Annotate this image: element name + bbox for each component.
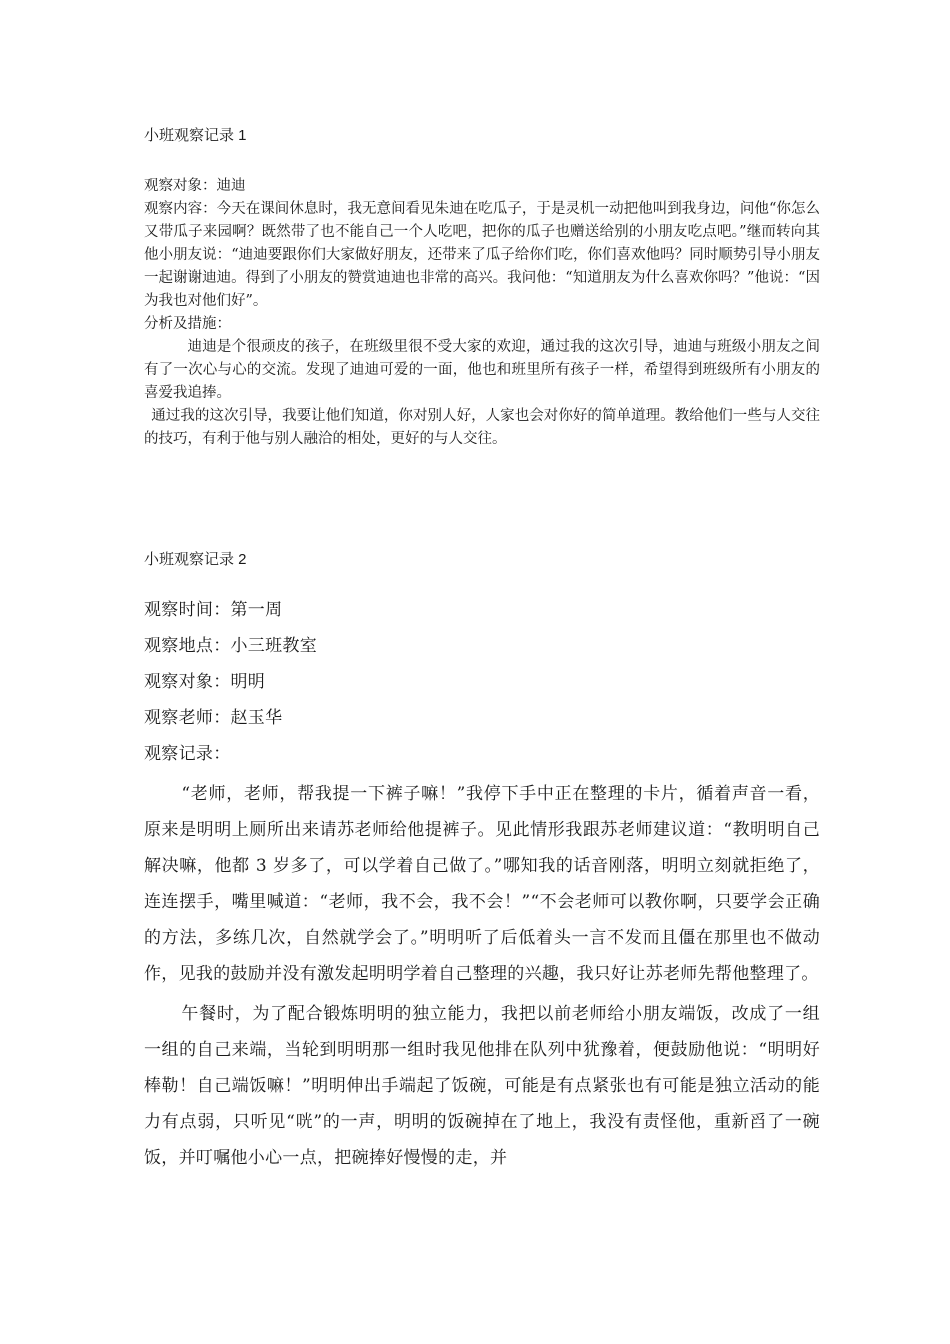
record-2-teacher: 观察老师：赵玉华 [144,708,283,728]
record-2-place: 观察地点：小三班教室 [144,636,317,656]
record-1-analysis-paragraph-1: 迪迪是个很顽皮的孩子，在班级里很不受大家的欢迎，通过我的这次引导，迪迪与班级小朋友之间有了一次心与心的交流。发现了迪迪可爱的一面，他也和班里所有孩子一样，希望得到班级所有小朋友的喜爱我追捧。 [144,339,820,401]
observation-record-1 [144,124,820,451]
record-2-subject: 观察对象：明明 [144,672,266,692]
record-1-title: 小班观察记录 1 [144,127,247,144]
record-2-time: 观察时间：第一周 [144,600,283,620]
record-2-record-label: 观察记录： [144,744,231,764]
record-2-paragraph-2: 午餐时，为了配合锻炼明明的独立能力，我把以前老师给小朋友端饭，改成了一组一组的自己来端，当轮到明明那一组时我见他排在队列中犹豫着，便鼓励他说：“明明好棒勒！自己端饭嘛！”明明伸出手端起了饭碗，可能是有点紧张也有可能是独立活动的能力有点弱，只听见“咣”的一声，明明的饭碗掉在了地上，我没有责怪他，重新舀了一碗饭，并叮嘱他小心一点，把碗捧好慢慢的走，并 [144,1004,820,1168]
record-1-analysis-paragraph-2: 通过我的这次引导，我要让他们知道，你对别人好，人家也会对你好的简单道理。教给他们一些与人交往的技巧，有利于他与别人融洽的相处，更好的与人交往。 [144,408,820,447]
record-1-analysis-label: 分析及措施： [144,316,231,332]
record-1-content: 观察内容：今天在课间休息时，我无意间看见朱迪在吃瓜子，于是灵机一动把他叫到我身边，问他“你怎么又带瓜子来园啊？既然带了也不能自己一个人吃吧，把你的瓜子也赠送给别的小朋友吃点吧。”继而转向其他小朋友说：“迪迪要跟你们大家做好朋友，还带来了瓜子给你们吃，你们喜欢他吗？同时顺势引导小朋友一起谢谢迪迪。得到了小朋友的赞赏迪迪也非常的高兴。我问他：“知道朋友为什么喜欢你吗？”他说：“因为我也对他们好”。 [144,201,820,309]
record-2-paragraph-1: “老师，老师，帮我提一下裤子嘛！”我停下手中正在整理的卡片，循着声音一看，原来是明明上厕所出来请苏老师给他提裤子。见此情形我跟苏老师建议道：“教明明自己解决嘛，他都 3 岁多了，可以学着自己做了。”哪知我的话音刚落，明明立刻就拒绝了，连连摆手，嘴里喊道：“老师，我不会，我不会！”“不会老师可以教你啊，只要学会正确的方法，多练几次，自然就学会了。”明明听了后低着头一言不发而且僵在那里也不做动作，见我的鼓励并没有激发起明明学着自己整理的兴趣，我只好让苏老师先帮他整理了。 [144,784,820,984]
record-2-title: 小班观察记录 2 [144,551,247,568]
record-1-subject: 观察对象：迪迪 [144,178,246,194]
observation-record-2 [144,548,820,1176]
